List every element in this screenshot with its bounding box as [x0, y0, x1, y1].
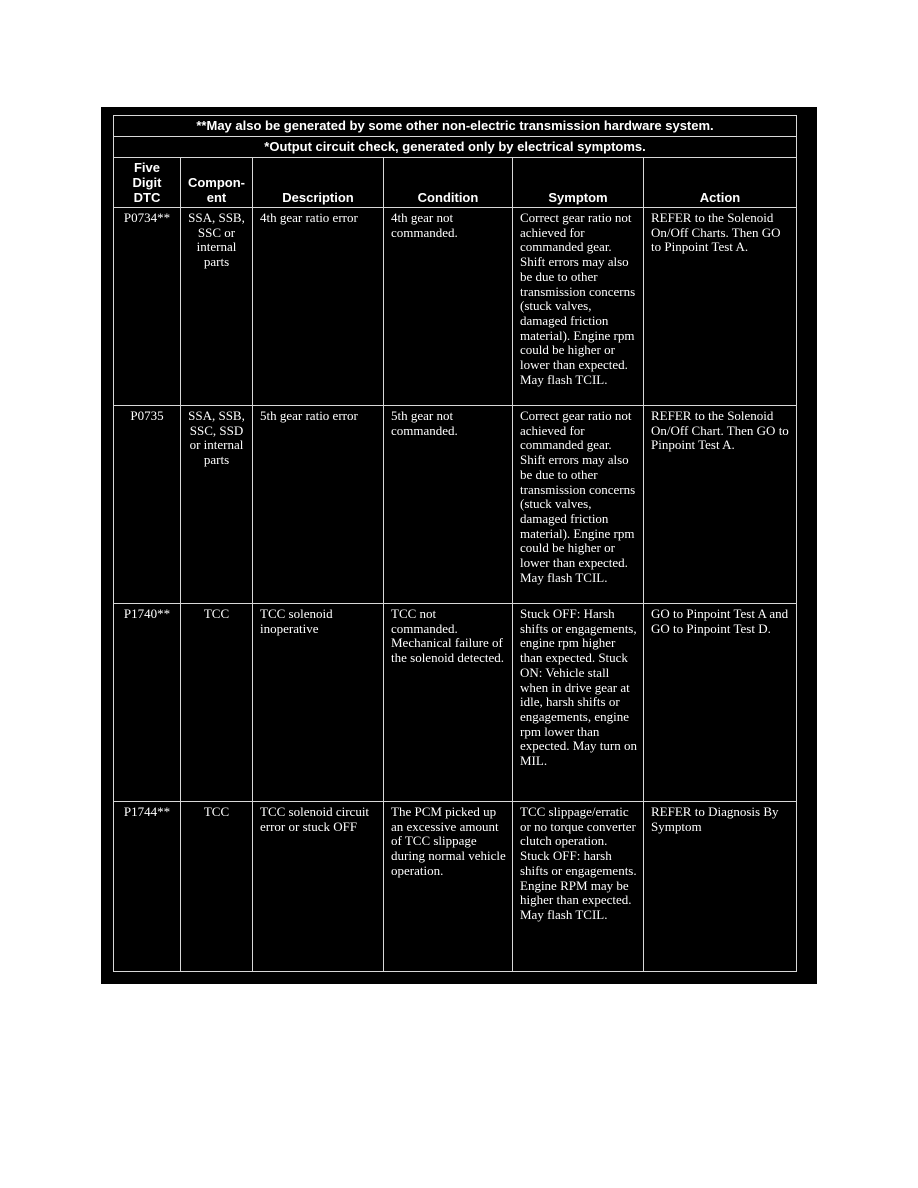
table-row	[114, 802, 797, 972]
component-cell: TCC	[181, 604, 253, 802]
symptom-cell: Stuck OFF: Harsh shifts or engagements, engine rpm higher than expected. Stuck ON: Vehicle stall when in drive gear at idle, harsh shifts or engagements, engine rpm lower than expected. May turn on MIL.	[513, 604, 644, 802]
action-cell: GO to Pinpoint Test A and GO to Pinpoint Test D.	[644, 604, 797, 802]
col-header-component-line2: ent	[206, 190, 227, 205]
symptom-cell: Correct gear ratio not achieved for commanded gear. Shift errors may also be due to other transmission concerns (stuck valves, damaged friction material). Engine rpm could be higher or lower than expected. May flash TCIL.	[513, 406, 644, 604]
table-row	[114, 208, 797, 406]
condition-cell: TCC not commanded. Mechanical failure of the solenoid detected.	[384, 604, 513, 802]
dtc-cell: P1744**	[114, 802, 181, 972]
col-header-condition: Condition	[384, 158, 513, 208]
action-cell: REFER to the Solenoid On/Off Charts. Then GO to Pinpoint Test A.	[644, 208, 797, 406]
col-header-action: Action	[644, 158, 797, 208]
col-header-dtc-line1: Five	[133, 160, 160, 175]
dtc-table-frame	[101, 107, 817, 984]
symptom-cell: TCC slippage/erratic or no torque converter clutch operation. Stuck OFF: harsh shifts or engagements. Engine RPM may be higher than expected. May flash TCIL.	[513, 802, 644, 972]
col-header-dtc-line3: DTC	[133, 190, 161, 205]
component-cell: SSA, SSB, SSC, SSD or internal parts	[181, 406, 253, 604]
symptom-cell: Correct gear ratio not achieved for commanded gear. Shift errors may also be due to other transmission concerns (stuck valves, damaged friction material). Engine rpm could be higher or lower than expected. May flash TCIL.	[513, 208, 644, 406]
dtc-cell: P0734**	[114, 208, 181, 406]
col-header-dtc	[114, 158, 181, 208]
condition-cell: The PCM picked up an excessive amount of TCC slippage during normal vehicle operation.	[384, 802, 513, 972]
col-header-symptom: Symptom	[513, 158, 644, 208]
description-cell: 5th gear ratio error	[253, 406, 384, 604]
table-row	[114, 406, 797, 604]
dtc-cell: P1740**	[114, 604, 181, 802]
action-cell: REFER to Diagnosis By Symptom	[644, 802, 797, 972]
col-header-dtc-line2: Digit	[132, 175, 162, 190]
col-header-description: Description	[253, 158, 384, 208]
description-cell: TCC solenoid inoperative	[253, 604, 384, 802]
dtc-table	[113, 115, 797, 972]
action-cell: REFER to the Solenoid On/Off Chart. Then GO to Pinpoint Test A.	[644, 406, 797, 604]
description-cell: TCC solenoid circuit error or stuck OFF	[253, 802, 384, 972]
banner-output-circuit: *Output circuit check, generated only by electrical symptoms.	[114, 137, 797, 158]
banner-other-hardware: **May also be generated by some other non-electric transmission hardware system.	[114, 116, 797, 137]
col-header-component-line1: Compon-	[187, 175, 246, 190]
condition-cell: 5th gear not commanded.	[384, 406, 513, 604]
col-header-component	[181, 158, 253, 208]
table-row	[114, 604, 797, 802]
description-cell: 4th gear ratio error	[253, 208, 384, 406]
column-header-row	[114, 158, 797, 208]
component-cell: TCC	[181, 802, 253, 972]
condition-cell: 4th gear not commanded.	[384, 208, 513, 406]
dtc-cell: P0735	[114, 406, 181, 604]
component-cell: SSA, SSB, SSC or internal parts	[181, 208, 253, 406]
